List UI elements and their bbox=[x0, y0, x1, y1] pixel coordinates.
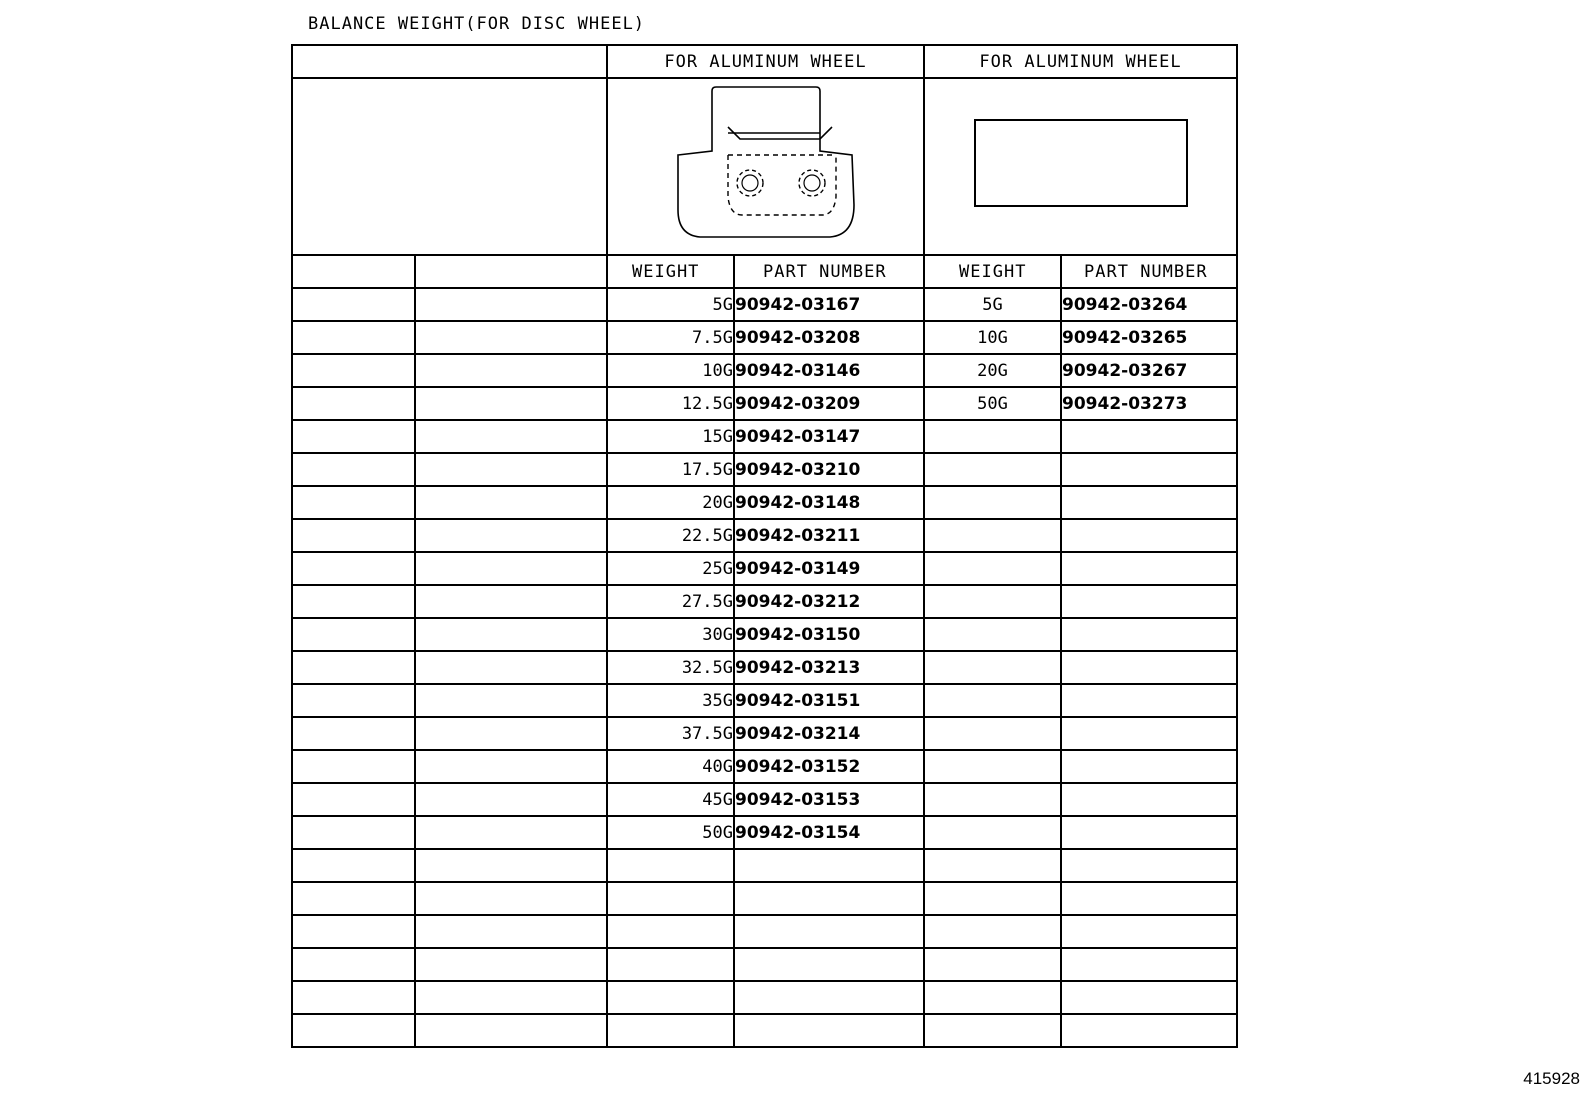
empty-cell bbox=[924, 981, 1061, 1014]
empty-cell bbox=[734, 915, 924, 948]
part-number-cell: 90942-03152 bbox=[734, 750, 924, 783]
weight-cell: 10G bbox=[607, 354, 734, 387]
weight-cell: 17.5G bbox=[607, 453, 734, 486]
part-number-cell: 90942-03214 bbox=[734, 717, 924, 750]
table-row bbox=[292, 915, 1237, 948]
empty-cell bbox=[1061, 519, 1237, 552]
empty-cell bbox=[292, 684, 415, 717]
part-number-cell: 90942-03267 bbox=[1061, 354, 1237, 387]
part-number-cell: 90942-03208 bbox=[734, 321, 924, 354]
weight-cell: 25G bbox=[607, 552, 734, 585]
empty-cell bbox=[1061, 783, 1237, 816]
weight-cell: 50G bbox=[924, 387, 1061, 420]
balance-weight-table bbox=[291, 44, 1238, 1048]
part-number-cell: 90942-03146 bbox=[734, 354, 924, 387]
empty-cell bbox=[734, 948, 924, 981]
weight-cell: 20G bbox=[924, 354, 1061, 387]
empty-cell bbox=[415, 453, 607, 486]
weight-cell: 37.5G bbox=[607, 717, 734, 750]
empty-cell bbox=[924, 816, 1061, 849]
illustration-row bbox=[292, 78, 1237, 255]
empty-cell bbox=[292, 585, 415, 618]
empty-cell bbox=[292, 321, 415, 354]
table-row bbox=[292, 288, 1237, 321]
part-number-cell: 90942-03148 bbox=[734, 486, 924, 519]
empty-cell bbox=[607, 882, 734, 915]
part-number-cell: 90942-03210 bbox=[734, 453, 924, 486]
empty-cell bbox=[924, 552, 1061, 585]
table-row bbox=[292, 321, 1237, 354]
empty-cell bbox=[415, 717, 607, 750]
empty-cell bbox=[415, 354, 607, 387]
empty-cell bbox=[1061, 552, 1237, 585]
section-header-adhesive: FOR ALUMINUM WHEEL bbox=[924, 45, 1237, 78]
section-header-row bbox=[292, 45, 1237, 78]
table-row bbox=[292, 948, 1237, 981]
table-row bbox=[292, 849, 1237, 882]
empty-cell bbox=[924, 717, 1061, 750]
weight-cell: 45G bbox=[607, 783, 734, 816]
empty-cell bbox=[607, 948, 734, 981]
table-row bbox=[292, 354, 1237, 387]
part-number-cell: 90942-03264 bbox=[1061, 288, 1237, 321]
empty-cell bbox=[415, 684, 607, 717]
document-title: BALANCE WEIGHT(FOR DISC WHEEL) bbox=[308, 14, 646, 34]
part-number-cell: 90942-03147 bbox=[734, 420, 924, 453]
part-number-cell: 90942-03209 bbox=[734, 387, 924, 420]
empty-cell bbox=[292, 948, 415, 981]
weight-cell: 50G bbox=[607, 816, 734, 849]
weight-cell: 7.5G bbox=[607, 321, 734, 354]
table-row bbox=[292, 486, 1237, 519]
table-row bbox=[292, 684, 1237, 717]
part-number-cell: 90942-03265 bbox=[1061, 321, 1237, 354]
empty-cell bbox=[415, 519, 607, 552]
empty-cell bbox=[292, 453, 415, 486]
section-header-clip-on: FOR ALUMINUM WHEEL bbox=[607, 45, 924, 78]
empty-cell bbox=[292, 717, 415, 750]
part-number-cell: 90942-03273 bbox=[1061, 387, 1237, 420]
table-row bbox=[292, 882, 1237, 915]
empty-cell bbox=[734, 981, 924, 1014]
part-number-cell: 90942-03211 bbox=[734, 519, 924, 552]
empty-cell bbox=[415, 651, 607, 684]
empty-cell bbox=[607, 981, 734, 1014]
weight-cell: 22.5G bbox=[607, 519, 734, 552]
empty-cell bbox=[1061, 816, 1237, 849]
empty-cell bbox=[607, 1014, 734, 1047]
clip-on-illustration-cell bbox=[607, 78, 924, 255]
empty-cell bbox=[924, 684, 1061, 717]
empty-cell bbox=[415, 948, 607, 981]
empty-cell bbox=[924, 783, 1061, 816]
empty-cell bbox=[734, 882, 924, 915]
empty-cell bbox=[415, 288, 607, 321]
empty-cell bbox=[924, 1014, 1061, 1047]
part-number-cell: 90942-03212 bbox=[734, 585, 924, 618]
table-row bbox=[292, 387, 1237, 420]
empty-cell bbox=[924, 486, 1061, 519]
part-number-cell: 90942-03213 bbox=[734, 651, 924, 684]
empty-cell bbox=[924, 948, 1061, 981]
empty-cell bbox=[924, 849, 1061, 882]
empty-cell bbox=[292, 849, 415, 882]
empty-cell bbox=[415, 816, 607, 849]
empty-cell bbox=[292, 519, 415, 552]
empty-cell bbox=[415, 420, 607, 453]
empty-cell bbox=[924, 915, 1061, 948]
empty-cell bbox=[292, 387, 415, 420]
empty-cell bbox=[292, 45, 607, 78]
column-header-row bbox=[292, 255, 1237, 288]
adhesive-illustration-cell bbox=[924, 78, 1237, 255]
empty-cell bbox=[415, 486, 607, 519]
weight-cell: 20G bbox=[607, 486, 734, 519]
part-number-cell: 90942-03151 bbox=[734, 684, 924, 717]
empty-cell bbox=[415, 585, 607, 618]
empty-cell bbox=[924, 585, 1061, 618]
clip-on-weight-icon bbox=[666, 79, 866, 249]
part-number-cell: 90942-03149 bbox=[734, 552, 924, 585]
weight-cell: 5G bbox=[607, 288, 734, 321]
weight-cell: 35G bbox=[607, 684, 734, 717]
empty-cell bbox=[292, 618, 415, 651]
empty-cell bbox=[924, 618, 1061, 651]
document-number: 415928 bbox=[1523, 1069, 1580, 1088]
part-number-column-header: PART NUMBER bbox=[734, 255, 924, 288]
empty-cell bbox=[292, 552, 415, 585]
empty-cell bbox=[415, 783, 607, 816]
weight-cell: 27.5G bbox=[607, 585, 734, 618]
table-row bbox=[292, 519, 1237, 552]
weight-column-header: WEIGHT bbox=[924, 255, 1061, 288]
part-number-cell: 90942-03150 bbox=[734, 618, 924, 651]
empty-cell bbox=[292, 750, 415, 783]
empty-cell bbox=[924, 453, 1061, 486]
table-row bbox=[292, 453, 1237, 486]
empty-cell bbox=[415, 255, 607, 288]
empty-cell bbox=[415, 849, 607, 882]
table-row bbox=[292, 783, 1237, 816]
empty-cell bbox=[1061, 981, 1237, 1014]
weight-cell: 5G bbox=[924, 288, 1061, 321]
empty-cell bbox=[1061, 849, 1237, 882]
empty-cell bbox=[924, 651, 1061, 684]
empty-cell bbox=[1061, 618, 1237, 651]
empty-cell bbox=[292, 1014, 415, 1047]
empty-cell bbox=[415, 618, 607, 651]
empty-cell bbox=[292, 255, 415, 288]
weight-cell: 40G bbox=[607, 750, 734, 783]
part-number-column-header: PART NUMBER bbox=[1061, 255, 1237, 288]
empty-cell bbox=[1061, 420, 1237, 453]
table-row bbox=[292, 1014, 1237, 1047]
empty-cell bbox=[292, 651, 415, 684]
empty-cell bbox=[1061, 453, 1237, 486]
part-number-cell: 90942-03167 bbox=[734, 288, 924, 321]
table-row bbox=[292, 816, 1237, 849]
table-row bbox=[292, 552, 1237, 585]
weight-cell: 10G bbox=[924, 321, 1061, 354]
part-number-cell: 90942-03153 bbox=[734, 783, 924, 816]
table-row bbox=[292, 981, 1237, 1014]
weight-cell: 32.5G bbox=[607, 651, 734, 684]
table-row bbox=[292, 651, 1237, 684]
empty-cell bbox=[924, 882, 1061, 915]
empty-cell bbox=[292, 783, 415, 816]
weight-cell: 30G bbox=[607, 618, 734, 651]
empty-cell bbox=[924, 519, 1061, 552]
empty-cell bbox=[292, 420, 415, 453]
empty-cell bbox=[415, 387, 607, 420]
empty-cell bbox=[292, 354, 415, 387]
empty-cell bbox=[1061, 585, 1237, 618]
empty-cell bbox=[734, 1014, 924, 1047]
empty-cell bbox=[415, 321, 607, 354]
empty-cell bbox=[415, 981, 607, 1014]
empty-cell bbox=[292, 915, 415, 948]
empty-cell bbox=[607, 849, 734, 882]
empty-cell bbox=[1061, 717, 1237, 750]
empty-cell bbox=[1061, 684, 1237, 717]
table-row bbox=[292, 618, 1237, 651]
empty-cell bbox=[1061, 750, 1237, 783]
empty-cell bbox=[292, 816, 415, 849]
empty-cell bbox=[1061, 651, 1237, 684]
adhesive-weight-icon bbox=[971, 114, 1191, 214]
empty-cell bbox=[924, 750, 1061, 783]
table-row bbox=[292, 750, 1237, 783]
empty-cell bbox=[1061, 882, 1237, 915]
empty-cell bbox=[1061, 915, 1237, 948]
empty-cell bbox=[292, 288, 415, 321]
empty-cell bbox=[1061, 1014, 1237, 1047]
table-row bbox=[292, 420, 1237, 453]
empty-cell bbox=[924, 420, 1061, 453]
empty-cell bbox=[734, 849, 924, 882]
part-number-cell: 90942-03154 bbox=[734, 816, 924, 849]
weight-cell: 15G bbox=[607, 420, 734, 453]
weight-column-header: WEIGHT bbox=[607, 255, 734, 288]
empty-cell bbox=[292, 486, 415, 519]
empty-cell bbox=[415, 1014, 607, 1047]
empty-cell bbox=[607, 915, 734, 948]
empty-cell bbox=[1061, 486, 1237, 519]
empty-cell bbox=[415, 750, 607, 783]
empty-cell bbox=[415, 882, 607, 915]
empty-cell bbox=[415, 915, 607, 948]
empty-cell bbox=[292, 981, 415, 1014]
empty-cell bbox=[292, 78, 607, 255]
table-row bbox=[292, 717, 1237, 750]
empty-cell bbox=[1061, 948, 1237, 981]
table-row bbox=[292, 585, 1237, 618]
empty-cell bbox=[415, 552, 607, 585]
empty-cell bbox=[292, 882, 415, 915]
weight-cell: 12.5G bbox=[607, 387, 734, 420]
